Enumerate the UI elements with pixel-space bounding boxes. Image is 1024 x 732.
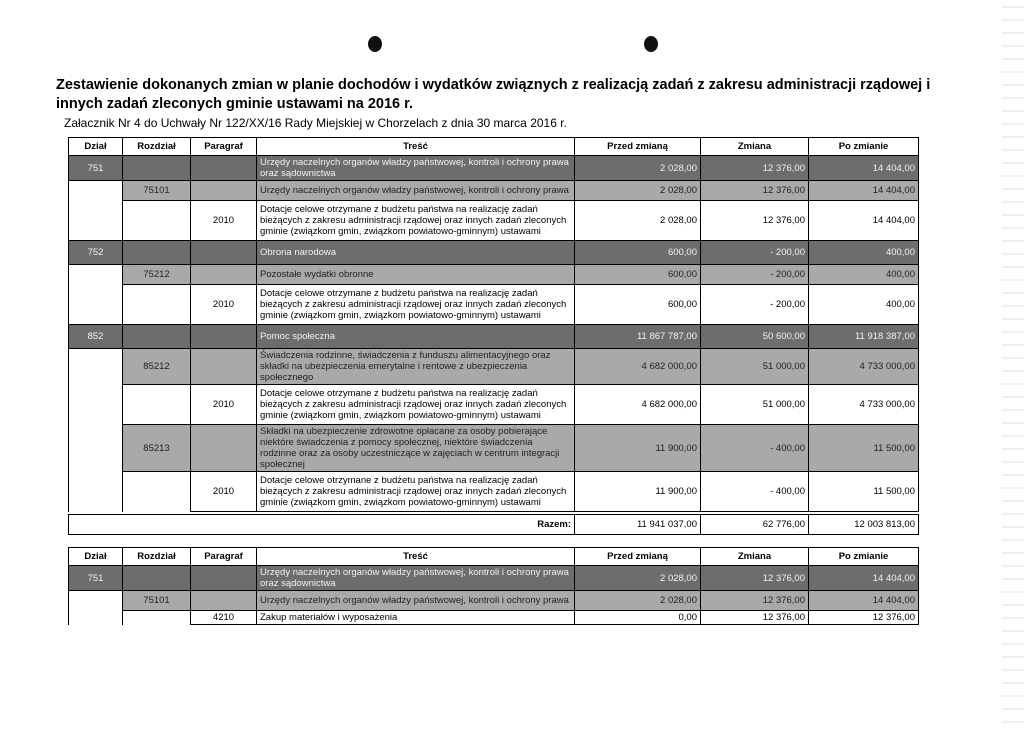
cell-paragraf: 2010 <box>191 201 257 241</box>
cell-dzial: 751 <box>69 156 123 181</box>
header-tresc: Treść <box>257 548 575 566</box>
cell-zmiana: 12 376,00 <box>701 566 809 591</box>
cell-tresc: Urzędy naczelnych organów władzy państwowej, kontroli i ochrony prawa oraz sądownictwa <box>257 156 575 181</box>
cell-po: 14 404,00 <box>809 591 919 611</box>
cell-dzial <box>69 591 123 611</box>
table-row-rozdzial <box>69 349 919 385</box>
cell-po: 4 733 000,00 <box>809 349 919 385</box>
table-row-paragraf <box>69 611 919 625</box>
cell-dzial: 751 <box>69 566 123 591</box>
cell-dzial <box>69 181 123 201</box>
table-row-dzial <box>69 156 919 181</box>
cell-paragraf <box>191 241 257 265</box>
table-header-row <box>69 138 919 156</box>
header-tresc: Treść <box>257 138 575 156</box>
cell-przed: 4 682 000,00 <box>575 385 701 425</box>
cell-rozdzial <box>123 472 191 512</box>
cell-rozdzial: 75101 <box>123 591 191 611</box>
header-rozdzial: Rozdział <box>123 548 191 566</box>
cell-rozdzial <box>123 241 191 265</box>
cell-dzial <box>69 425 123 472</box>
cell-przed: 11 900,00 <box>575 425 701 472</box>
cell-paragraf <box>191 425 257 472</box>
scan-edge-noise <box>1002 0 1024 732</box>
cell-przed: 600,00 <box>575 285 701 325</box>
cell-rozdzial <box>123 156 191 181</box>
header-przed: Przed zmianą <box>575 548 701 566</box>
header-przed: Przed zmianą <box>575 138 701 156</box>
cell-zmiana: 12 376,00 <box>701 156 809 181</box>
cell-rozdzial <box>123 285 191 325</box>
cell-paragraf <box>191 156 257 181</box>
cell-paragraf: 2010 <box>191 472 257 512</box>
cell-dzial <box>69 201 123 241</box>
header-zmiana: Zmiana <box>701 138 809 156</box>
razem-przed: 11 941 037,00 <box>575 515 701 535</box>
cell-rozdzial <box>123 201 191 241</box>
cell-dzial <box>69 611 123 625</box>
cell-paragraf <box>191 591 257 611</box>
cell-tresc: Zakup materiałów i wyposażenia <box>257 611 575 625</box>
cell-tresc: Urzędy naczelnych organów władzy państwowej, kontroli i ochrony prawa <box>257 591 575 611</box>
cell-po: 12 376,00 <box>809 611 919 625</box>
cell-zmiana: 51 000,00 <box>701 349 809 385</box>
punch-hole-left <box>368 36 382 52</box>
cell-dzial <box>69 385 123 425</box>
cell-zmiana: 12 376,00 <box>701 591 809 611</box>
cell-przed: 2 028,00 <box>575 181 701 201</box>
cell-po: 400,00 <box>809 241 919 265</box>
cell-po: 14 404,00 <box>809 566 919 591</box>
cell-po: 4 733 000,00 <box>809 385 919 425</box>
table-row-dzial <box>69 241 919 265</box>
header-po: Po zmianie <box>809 548 919 566</box>
cell-dzial <box>69 349 123 385</box>
cell-rozdzial <box>123 325 191 349</box>
cell-rozdzial: 85213 <box>123 425 191 472</box>
cell-po: 11 500,00 <box>809 425 919 472</box>
table-row-rozdzial <box>69 591 919 611</box>
cell-tresc: Dotacje celowe otrzymane z budżetu państwa na realizację zadań bieżących z zakresu administracji rządowej oraz innych zadań zleconych gminie (związkom gmin, związkom powiatowo-gminnym) ustawami <box>257 385 575 425</box>
cell-dzial <box>69 472 123 512</box>
cell-po: 11 500,00 <box>809 472 919 512</box>
table-row-rozdzial <box>69 265 919 285</box>
cell-przed: 2 028,00 <box>575 591 701 611</box>
cell-zmiana: 50 600,00 <box>701 325 809 349</box>
table-row-dzial <box>69 566 919 591</box>
table-row-paragraf <box>69 385 919 425</box>
cell-zmiana: 12 376,00 <box>701 181 809 201</box>
header-paragraf: Paragraf <box>191 548 257 566</box>
cell-tresc: Dotacje celowe otrzymane z budżetu państwa na realizację zadań bieżących z zakresu administracji rządowej oraz innych zadań zleconych gminie (związkom gmin, związkom powiatowo-gminnym) ustawami <box>257 285 575 325</box>
cell-po: 14 404,00 <box>809 181 919 201</box>
income-summary-table <box>68 514 919 535</box>
cell-paragraf: 4210 <box>191 611 257 625</box>
cell-przed: 0,00 <box>575 611 701 625</box>
cell-paragraf <box>191 181 257 201</box>
cell-zmiana: - 200,00 <box>701 241 809 265</box>
cell-rozdzial <box>123 566 191 591</box>
cell-zmiana: 12 376,00 <box>701 611 809 625</box>
cell-zmiana: - 200,00 <box>701 265 809 285</box>
cell-przed: 2 028,00 <box>575 566 701 591</box>
razem-zmiana: 62 776,00 <box>701 515 809 535</box>
cell-przed: 600,00 <box>575 265 701 285</box>
header-dzial: Dział <box>69 548 123 566</box>
razem-label: Razem: <box>69 515 575 535</box>
cell-tresc: Świadczenia rodzinne, świadczenia z funduszu alimentacyjnego oraz składki na ubezpieczenia emerytalne i rentowe z ubezpieczenia społecznego <box>257 349 575 385</box>
table-row-paragraf <box>69 201 919 241</box>
table-row-dzial <box>69 325 919 349</box>
cell-rozdzial: 85212 <box>123 349 191 385</box>
cell-przed: 2 028,00 <box>575 201 701 241</box>
cell-tresc: Dotacje celowe otrzymane z budżetu państwa na realizację zadań bieżących z zakresu administracji rządowej oraz innych zadań zleconych gminie (związkom gmin, związkom powiatowo-gminnym) ustawami <box>257 201 575 241</box>
cell-rozdzial <box>123 385 191 425</box>
cell-po: 11 918 387,00 <box>809 325 919 349</box>
cell-rozdzial: 75101 <box>123 181 191 201</box>
header-paragraf: Paragraf <box>191 138 257 156</box>
header-po: Po zmianie <box>809 138 919 156</box>
table-row-rozdzial <box>69 425 919 472</box>
cell-dzial <box>69 265 123 285</box>
cell-przed: 4 682 000,00 <box>575 349 701 385</box>
cell-paragraf: 2010 <box>191 285 257 325</box>
cell-przed: 11 867 787,00 <box>575 325 701 349</box>
cell-przed: 2 028,00 <box>575 156 701 181</box>
cell-paragraf <box>191 566 257 591</box>
cell-dzial: 852 <box>69 325 123 349</box>
page-subtitle: Załacznik Nr 4 do Uchwały Nr 122/XX/16 Rady Miejskiej w Chorzelach z dnia 30 marca 2016 r. <box>64 116 567 130</box>
cell-dzial <box>69 285 123 325</box>
cell-tresc: Składki na ubezpieczenie zdrowotne opłacane za osoby pobierające niektóre świadczenia z pomocy społecznej, niektóre świadczenia rodzinne oraz za osoby uczestniczące w zajęciach w centrum integracji społecznej <box>257 425 575 472</box>
expense-table <box>68 547 919 625</box>
cell-zmiana: - 400,00 <box>701 425 809 472</box>
cell-paragraf <box>191 349 257 385</box>
cell-paragraf <box>191 265 257 285</box>
cell-dzial: 752 <box>69 241 123 265</box>
cell-tresc: Dotacje celowe otrzymane z budżetu państwa na realizację zadań bieżących z zakresu administracji rządowej oraz innych zadań zleconych gminie (związkom gmin, związkom powiatowo-gminnym) ustawami <box>257 472 575 512</box>
cell-zmiana: 51 000,00 <box>701 385 809 425</box>
header-zmiana: Zmiana <box>701 548 809 566</box>
cell-po: 400,00 <box>809 265 919 285</box>
cell-przed: 600,00 <box>575 241 701 265</box>
cell-zmiana: - 400,00 <box>701 472 809 512</box>
page-title: Zestawienie dokonanych zmian w planie dochodów i wydatków związnych z realizacją zadań z zakresu administracji rządowej i innych zadań zleconych gminie ustawami na 2016 r. <box>56 77 931 112</box>
cell-po: 14 404,00 <box>809 156 919 181</box>
cell-tresc: Pozostałe wydatki obronne <box>257 265 575 285</box>
cell-po: 400,00 <box>809 285 919 325</box>
table-row-paragraf <box>69 472 919 512</box>
cell-przed: 11 900,00 <box>575 472 701 512</box>
table-header-row <box>69 548 919 566</box>
table-row-paragraf <box>69 285 919 325</box>
table-row-rozdzial <box>69 181 919 201</box>
cell-paragraf: 2010 <box>191 385 257 425</box>
cell-tresc: Pomoc społeczna <box>257 325 575 349</box>
cell-rozdzial <box>123 611 191 625</box>
cell-zmiana: - 200,00 <box>701 285 809 325</box>
razem-po: 12 003 813,00 <box>809 515 919 535</box>
razem-row <box>69 515 919 535</box>
cell-tresc: Obrona narodowa <box>257 241 575 265</box>
header-rozdzial: Rozdział <box>123 138 191 156</box>
cell-po: 14 404,00 <box>809 201 919 241</box>
cell-tresc: Urzędy naczelnych organów władzy państwowej, kontroli i ochrony prawa <box>257 181 575 201</box>
cell-rozdzial: 75212 <box>123 265 191 285</box>
header-dzial: Dział <box>69 138 123 156</box>
cell-zmiana: 12 376,00 <box>701 201 809 241</box>
cell-paragraf <box>191 325 257 349</box>
income-table <box>68 137 919 512</box>
cell-tresc: Urzędy naczelnych organów władzy państwowej, kontroli i ochrony prawa oraz sądownictwa <box>257 566 575 591</box>
punch-hole-right <box>644 36 658 52</box>
